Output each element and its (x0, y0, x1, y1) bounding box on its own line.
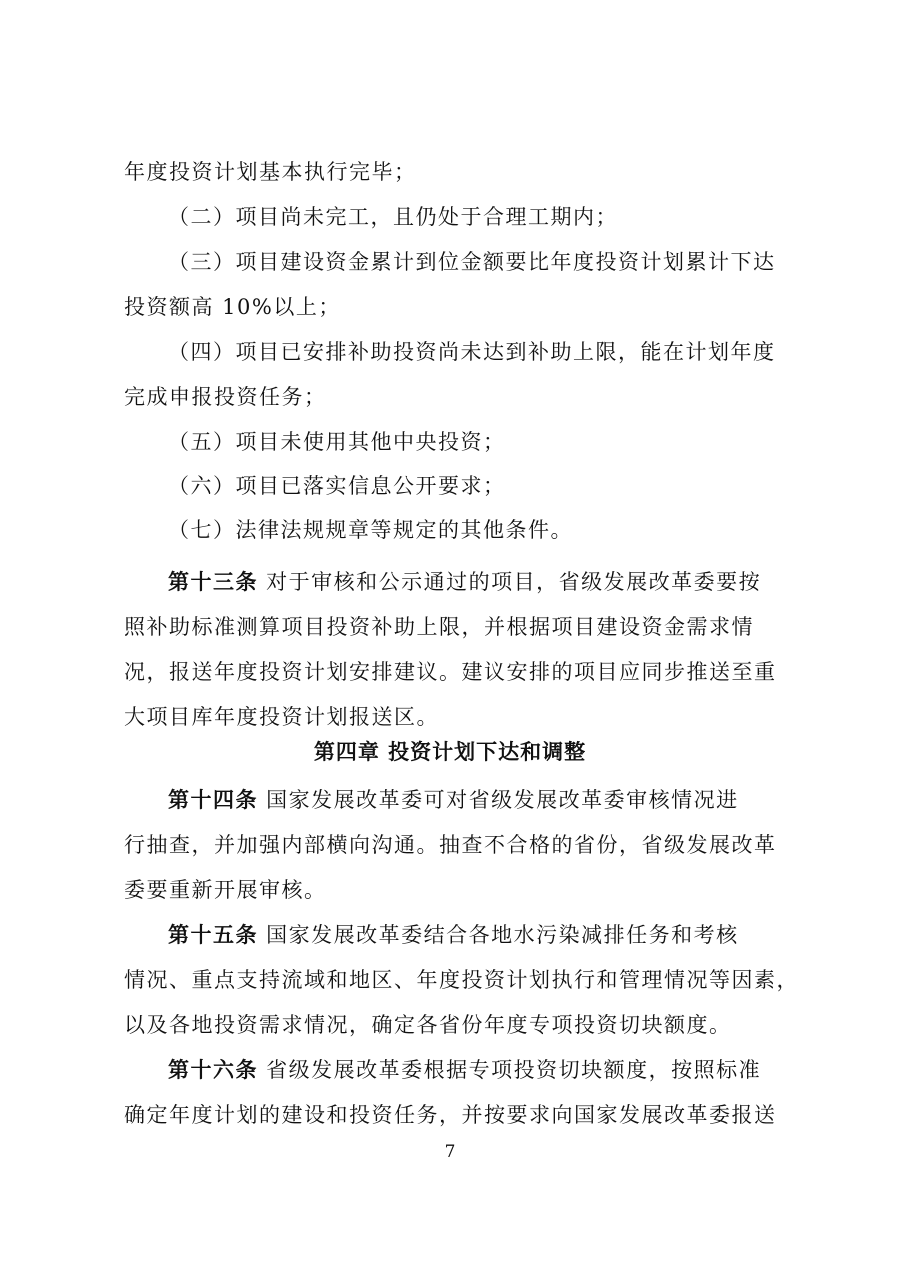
list-item-2: （二）项目尚未完工，且仍处于合理工期内； (168, 205, 618, 229)
article-14-line-1 (168, 786, 739, 814)
paragraph-line: 年度投资计划基本执行完毕； (124, 160, 417, 184)
article-13-line-1 (168, 568, 761, 596)
list-item-3-line-1: （三）项目建设资金累计到位金额要比年度投资计划累计下达 (168, 250, 776, 274)
list-item-5: （五）项目未使用其他中央投资； (168, 430, 506, 454)
chapter-heading: 第四章 投资计划下达和调整 (313, 740, 587, 764)
page-number: 7 (444, 1142, 456, 1162)
article-16-line-1 (168, 1056, 761, 1084)
article-15-line-2: 情况、重点支持流域和地区、年度投资计划执行和管理情况等因素， (124, 968, 799, 992)
article-14-text: 国家发展改革委可对省级发展改革委审核情况进 (258, 788, 739, 812)
article-16-text: 省级发展改革委根据专项投资切块额度，按照标准 (258, 1058, 762, 1082)
article-14-line-3: 委要重新开展审核。 (124, 878, 327, 902)
article-15-line-1 (168, 921, 739, 949)
article-13-line-3: 况，报送年度投资计划安排建议。建议安排的项目应同步推送至重 (124, 660, 777, 684)
article-15-line-3: 以及各地投资需求情况，确定各省份年度专项投资切块额度。 (124, 1013, 732, 1037)
article-14-line-2: 行抽查，并加强内部横向沟通。抽查不合格的省份，省级发展改革 (124, 833, 777, 857)
list-item-6: （六）项目已落实信息公开要求； (168, 474, 506, 498)
list-item-7: （七）法律法规规章等规定的其他条件。 (168, 518, 573, 542)
article-14-label: 第十四条 (168, 787, 258, 812)
article-13-line-4: 大项目库年度投资计划报送区。 (124, 705, 439, 729)
article-16-line-2: 确定年度计划的建设和投资任务，并按要求向国家发展改革委报送 (124, 1103, 777, 1127)
article-13-line-2: 照补助标准测算项目投资补助上限，并根据项目建设资金需求情 (124, 615, 754, 639)
list-item-4-line-2: 完成申报投资任务； (124, 385, 327, 409)
article-15-text: 国家发展改革委结合各地水污染减排任务和考核 (258, 923, 739, 947)
article-13-text: 对于审核和公示通过的项目，省级发展改革委要按 (258, 570, 762, 594)
list-item-4-line-1: （四）项目已安排补助投资尚未达到补助上限，能在计划年度 (168, 340, 776, 364)
article-15-label: 第十五条 (168, 922, 258, 947)
article-13-label: 第十三条 (168, 569, 258, 594)
list-item-3-line-2: 投资额高 10%以上； (124, 295, 341, 319)
article-16-label: 第十六条 (168, 1057, 258, 1082)
